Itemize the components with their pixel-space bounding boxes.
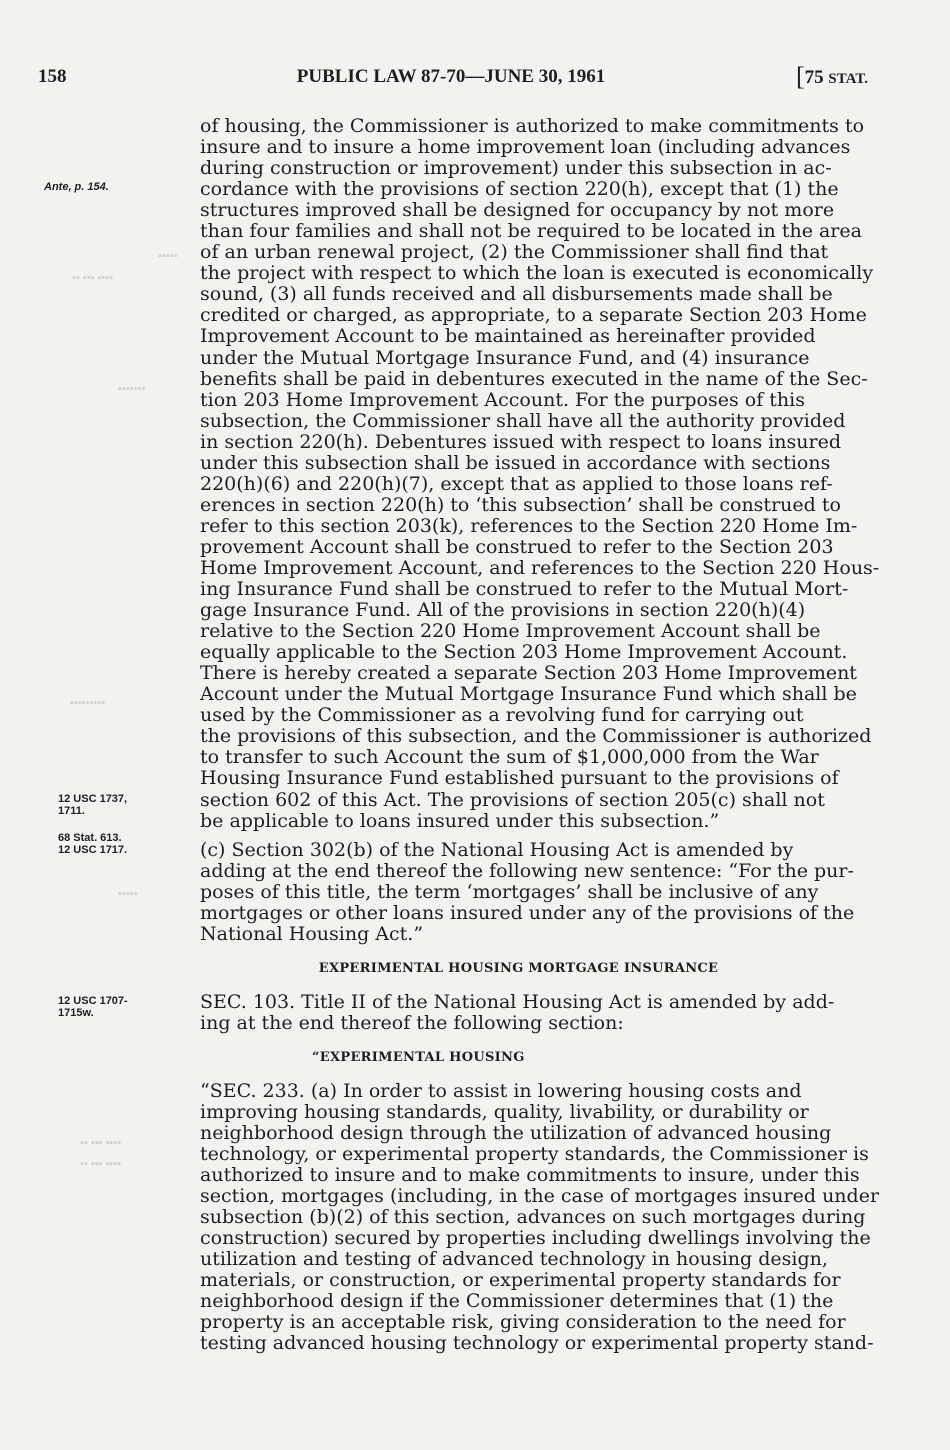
- paragraph-sec-103: [200, 992, 857, 1034]
- bleed-through-mark: ▪▪▪▪▪: [118, 888, 138, 900]
- spacer: [200, 979, 857, 992]
- spacer: [200, 1068, 857, 1081]
- text-line: section, mortgages (including, in the case of mortgages insured under: [200, 1185, 880, 1208]
- text-line: relative to the Section 220 Home Improvement Account shall be: [200, 620, 821, 643]
- text-line: section 602 of this Act. The provisions of section 205(c) shall not: [200, 788, 825, 811]
- text-line: of an urban renewal project, (2) the Commissioner shall find that: [200, 241, 829, 264]
- text-line: erences in section 220(h) to ‘this subsection’ shall be construed to: [200, 493, 841, 516]
- margin-note-line: 12 USC 1707-: [58, 995, 128, 1007]
- margin-note-line: 12 USC 1717.: [58, 844, 128, 856]
- text-line: the project with respect to which the loan is executed is economically: [200, 262, 874, 285]
- running-head: [38, 62, 868, 92]
- text-line: “SEC. 233. (a) In order to assist in lowering housing costs and: [200, 1079, 802, 1102]
- text-line: authorized to insure and to make commitments to insure, under this: [200, 1164, 860, 1187]
- text-line: tion 203 Home Improvement Account. For the purposes of this: [200, 388, 805, 411]
- margin-note-line: 1715w.: [58, 1007, 94, 1019]
- text-line: refer to this section 203(k), references to the Section 220 Home Im-: [200, 514, 858, 537]
- text-line: utilization and testing of advanced technology in housing design,: [200, 1248, 828, 1271]
- bleed-through-mark: ▪▪ ▪▪▪ ▪▪▪▪: [80, 1137, 122, 1149]
- paragraph-c: [200, 840, 857, 945]
- text-line: insure and to insure a home improvement loan (including advances: [200, 136, 851, 159]
- bleed-through-mark: ▪▪▪▪▪▪▪▪▪: [70, 697, 106, 709]
- page-number: 158: [38, 66, 67, 87]
- bleed-through-mark: ▪▪▪▪▪▪▪: [118, 383, 146, 395]
- bleed-through-mark: ▪▪ ▪▪▪ ▪▪▪▪: [80, 1158, 122, 1170]
- text-line: Improvement Account to be maintained as hereinafter provided: [200, 325, 816, 348]
- body-text: [200, 115, 880, 1355]
- margin-note-usc-1737: [58, 793, 127, 817]
- text-line: structures improved shall be designed for occupancy by not more: [200, 199, 835, 222]
- text-line: 220(h)(6) and 220(h)(7), except that as applied to those loans ref-: [200, 472, 833, 495]
- text-line: under the Mutual Mortgage Insurance Fund, and (4) insurance: [200, 346, 810, 369]
- margin-note-line: 12 USC 1737,: [58, 793, 128, 805]
- text-line: benefits shall be paid in debentures executed in the name of the Sec-: [200, 367, 868, 390]
- text-line: the provisions of this subsection, and the Commissioner is authorized: [200, 725, 872, 748]
- text-line: used by the Commissioner as a revolving fund for carrying out: [200, 704, 804, 727]
- spacer: [200, 1034, 857, 1047]
- text-line: neighborhood design if the Commissioner determines that (1) the: [200, 1290, 834, 1313]
- text-line: National Housing Act.”: [200, 922, 424, 945]
- text-line: be applicable to loans insured under this subsection.”: [200, 809, 720, 832]
- text-line: under this subsection shall be issued in accordance with sections: [200, 451, 831, 474]
- statute-citation: [796, 62, 868, 92]
- citation-text: 75 STAT.: [804, 67, 868, 88]
- text-line: to transfer to such Account the sum of $1,000,000 from the War: [200, 746, 819, 769]
- margin-note-line: 68 Stat. 613.: [58, 832, 122, 844]
- text-line: subsection (b)(2) of this section, advances on such mortgages during: [200, 1206, 866, 1229]
- text-line: provement Account shall be construed to refer to the Section 203: [200, 535, 834, 558]
- text-line: credited or charged, as appropriate, to a separate Section 203 Home: [200, 304, 867, 327]
- text-line: than four families and shall not be required to be located in the area: [200, 220, 862, 243]
- paragraph-sec-233: [200, 1079, 880, 1355]
- text-line: Account under the Mutual Mortgage Insurance Fund which shall be: [200, 683, 857, 706]
- text-line: equally applicable to the Section 203 Home Improvement Account.: [200, 641, 848, 664]
- bleed-through-mark: ▪▪▪▪▪: [158, 250, 178, 262]
- text-line: during construction or improvement) under this subsection in ac-: [200, 157, 832, 180]
- spacer: [200, 945, 857, 958]
- margin-note-usc-1707: [58, 995, 128, 1019]
- text-line: ing Insurance Fund shall be construed to refer to the Mutual Mort-: [200, 578, 849, 601]
- text-line: sound, (3) all funds received and all disbursements made shall be: [200, 283, 833, 306]
- bleed-through-mark: ▪▪ ▪▪▪ ▪▪▪▪: [72, 272, 114, 284]
- text-line: cordance with the provisions of section 220(h), except that (1) the: [200, 178, 839, 201]
- section-heading: EXPERIMENTAL HOUSING MORTGAGE INSURANCE: [318, 960, 719, 976]
- text-line: poses of this title, the term ‘mortgages’ shall be inclusive of any: [200, 880, 819, 903]
- text-line: gage Insurance Fund. All of the provisions in section 220(h)(4): [200, 599, 806, 622]
- text-line: ing at the end thereof the following section:: [200, 1011, 624, 1034]
- text-line: SEC. 103. Title II of the National Housing Act is amended by add-: [200, 990, 835, 1013]
- text-line: There is hereby created a separate Section 203 Home Improvement: [200, 662, 857, 685]
- margin-note-ante: Ante, p. 154.: [44, 181, 109, 193]
- text-line: materials, or construction, or experimental property standards for: [200, 1269, 841, 1292]
- text-line: adding at the end thereof the following new sentence: “For the pur-: [200, 859, 854, 882]
- text-line: neighborhood design through the utilization of advanced housing: [200, 1122, 832, 1145]
- header-title: PUBLIC LAW 87-70—JUNE 30, 1961: [296, 66, 606, 87]
- margin-note-stat-613: [58, 832, 127, 856]
- text-line: technology, or experimental property standards, the Commissioner is: [200, 1143, 869, 1166]
- bracket-glyph: [: [795, 62, 805, 91]
- text-line: improving housing standards, quality, livability, or durability or: [200, 1100, 809, 1123]
- text-line: Housing Insurance Fund established pursuant to the provisions of: [200, 767, 839, 790]
- text-line: in section 220(h). Debentures issued with respect to loans insured: [200, 430, 842, 453]
- text-line: property is an acceptable risk, giving consideration to the need for: [200, 1311, 846, 1334]
- subsection-heading: “EXPERIMENTAL HOUSING: [312, 1049, 525, 1065]
- text-line: testing advanced housing technology or experimental property stand-: [200, 1332, 874, 1355]
- text-line: (c) Section 302(b) of the National Housing Act is amended by: [200, 838, 794, 861]
- text-line: subsection, the Commissioner shall have all the authority provided: [200, 409, 846, 432]
- text-line: mortgages or other loans insured under any of the provisions of the: [200, 901, 855, 924]
- margin-note-line: 1711.: [58, 805, 85, 817]
- paragraph-b-continued: [200, 115, 880, 832]
- text-line: of housing, the Commissioner is authorized to make commitments to: [200, 115, 865, 137]
- text-line: construction) secured by properties including dwellings involving the: [200, 1227, 871, 1250]
- text-line: Home Improvement Account, and references to the Section 220 Hous-: [200, 556, 880, 579]
